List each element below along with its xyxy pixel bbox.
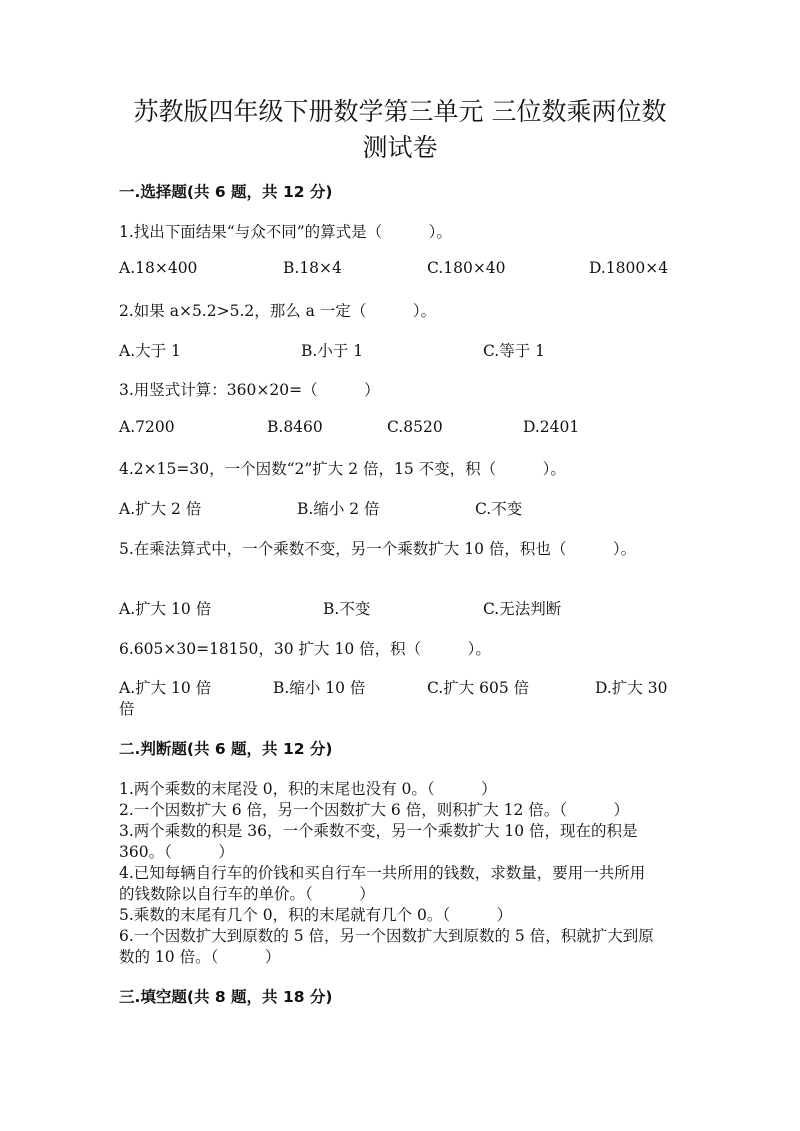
option-c: C.180×40	[427, 259, 506, 277]
option-c: C.等于 1	[483, 342, 546, 360]
judge-line: 5.乘数的末尾有几个 0，积的末尾就有几个 0。（ ）	[119, 906, 513, 924]
option-a: A.扩大 10 倍	[119, 600, 212, 618]
section-heading-choice: 一.选择题(共 6 题，共 12 分)	[119, 183, 333, 201]
judge-line: 1.两个乘数的末尾没 0，积的末尾也没有 0。（ ）	[119, 780, 497, 798]
option-d: D.扩大 30	[595, 679, 668, 697]
judge-line: 6.一个因数扩大到原数的 5 倍，另一个因数扩大到原数的 5 倍，积就扩大到原	[119, 927, 654, 945]
question-stem: 2.如果 a×5.2>5.2，那么 a 一定（ ）。	[119, 302, 437, 320]
question-stem: 6.605×30=18150，30 扩大 10 倍，积（ ）。	[119, 640, 491, 658]
option-c: C.不变	[475, 500, 523, 518]
judge-line: 3.两个乘数的积是 36，一个乘数不变，另一个乘数扩大 10 倍，现在的积是	[119, 822, 638, 840]
option-a: A.扩大 10 倍	[119, 679, 212, 697]
judge-line: 360。（ ）	[119, 843, 234, 861]
option-b: B.缩小 10 倍	[273, 679, 366, 697]
judge-line: 的钱数除以自行车的单价。（ ）	[119, 885, 375, 903]
page-title-line-1: 苏教版四年级下册数学第三单元 三位数乘两位数	[133, 97, 667, 126]
option-a: A.扩大 2 倍	[119, 500, 202, 518]
option-a: A.大于 1	[119, 342, 181, 360]
option-b: B.不变	[323, 600, 371, 618]
question-stem: 5.在乘法算式中，一个乘数不变，另一个乘数扩大 10 倍，积也（ ）。	[119, 540, 637, 558]
judge-line: 4.已知每辆自行车的价钱和买自行车一共所用的钱数，求数量，要用一共所用	[119, 864, 646, 882]
option-c: C.8520	[387, 418, 443, 436]
option-c: C.无法判断	[483, 600, 562, 618]
option-d-wrap: 倍	[119, 700, 135, 718]
section-heading-fill: 三.填空题(共 8 题，共 18 分)	[119, 988, 333, 1006]
option-d: D.1800×4	[589, 259, 669, 277]
option-a: A.18×400	[119, 259, 198, 277]
option-b: B.缩小 2 倍	[297, 500, 380, 518]
option-b: B.8460	[267, 418, 323, 436]
option-b: B.18×4	[283, 259, 342, 277]
judge-line: 2.一个因数扩大 6 倍，另一个因数扩大 6 倍，则积扩大 12 倍。（ ）	[119, 801, 630, 819]
option-b: B.小于 1	[301, 342, 364, 360]
option-a: A.7200	[119, 418, 175, 436]
option-c: C.扩大 605 倍	[427, 679, 530, 697]
question-stem: 1.找出下面结果“与众不同”的算式是（ ）。	[119, 223, 452, 241]
section-heading-judge: 二.判断题(共 6 题，共 12 分)	[119, 740, 333, 758]
question-stem: 4.2×15=30，一个因数“2”扩大 2 倍，15 不变，积（ ）。	[119, 460, 566, 478]
question-stem: 3.用竖式计算：360×20=（ ）	[119, 381, 380, 399]
judge-line: 数的 10 倍。（ ）	[119, 948, 281, 966]
page-title-line-2: 测试卷	[362, 133, 438, 162]
option-d: D.2401	[523, 418, 580, 436]
